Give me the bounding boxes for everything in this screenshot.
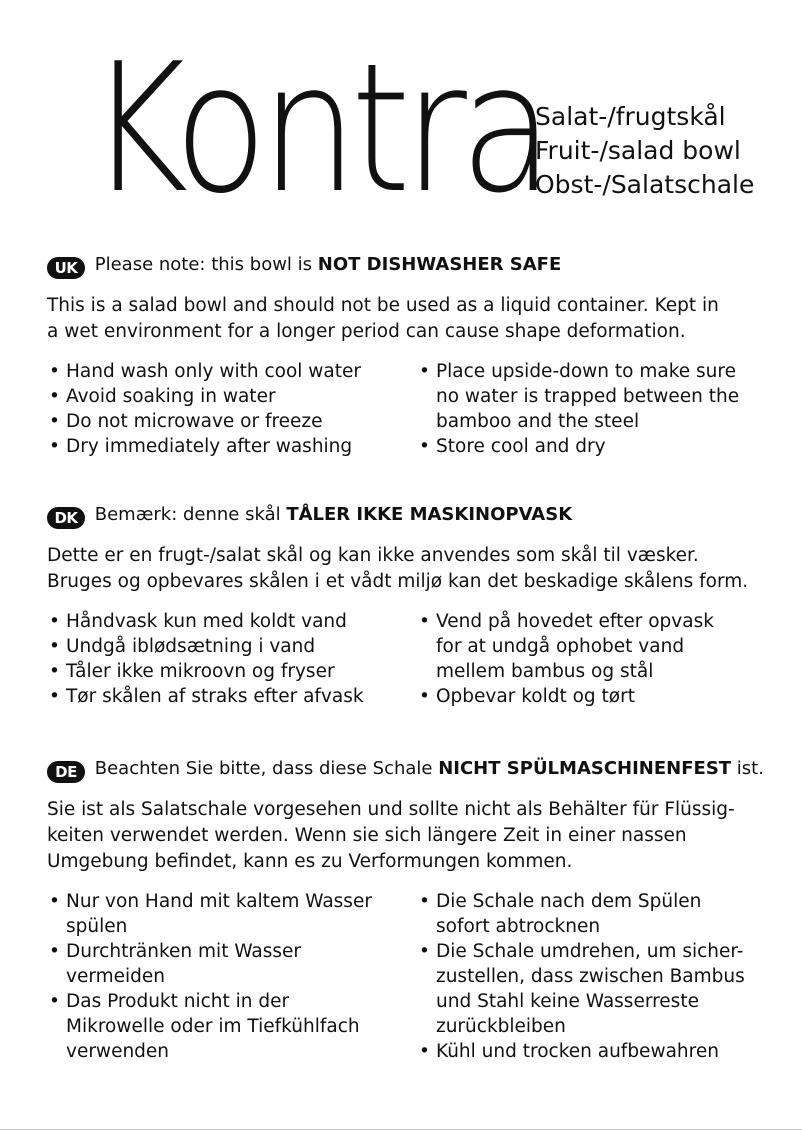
paragraph-line: Umgebung befindet, kann es zu Verformungen kommen. [47,851,573,872]
item-line: • Nur von Hand mit kaltem Wasser [66,891,372,912]
item-line: • Avoid soaking in water [66,386,276,407]
list-item [47,989,407,1064]
subtitle-dk: Salat-/frugtskål [535,102,726,131]
item-line: • Die Schale nach dem Spülen [436,891,702,912]
item-line: • Place upside-down to make sure [436,361,736,382]
item-line: • Undgå iblødsætning i vand [66,636,316,657]
instructions-right-column [417,889,767,1064]
paragraph-line: keiten verwendet werden. Wenn sie sich längere Zeit in einer nassen [47,825,687,846]
care-note [47,757,767,783]
instructions-left-column [47,609,407,709]
list-item [47,939,407,989]
paragraph-line: Sie ist als Salatschale vorgesehen und sollte nicht als Behälter für Flüssig- [47,799,735,820]
paragraph-line: This is a salad bowl and should not be used as a liquid container. Kept in [47,295,719,316]
note-suffix: ist. [731,758,764,779]
list-item [47,434,407,459]
list-item [47,409,407,434]
section-de [47,757,767,1062]
list-item [47,384,407,409]
item-line: • Tør skålen af straks efter afvask [66,686,364,707]
item-line: • Store cool and dry [436,436,606,457]
list-item [47,634,407,659]
subtitle-uk: Fruit-/salad bowl [535,136,741,165]
item-line: verwenden [66,1041,170,1062]
brand-logo: Kontra [88,25,547,232]
list-item [47,684,407,709]
item-line: Mikrowelle oder im Tiefkühlfach [66,1016,360,1037]
item-line: for at undgå ophobet vand [436,636,685,657]
note-warning: TÅLER IKKE MASKINOPVASK [286,504,573,525]
item-line: • Die Schale umdrehen, um sicher- [436,941,744,962]
item-line: • Das Produkt nicht in der [66,991,290,1012]
item-line: mellem bambus og stål [436,661,654,682]
item-line: • Do not microwave or freeze [66,411,323,432]
section-uk [47,253,767,457]
note-text: Please note: this bowl is [94,254,318,275]
language-badge-dk: DK [47,507,85,529]
section-dk [47,503,767,707]
language-badge-de: DE [47,761,85,783]
list-item [417,684,767,709]
paragraph-line: Dette er en frugt-/salat skål og kan ikke anvendes som skål til væsker. [47,545,699,566]
note-warning: NOT DISHWASHER SAFE [317,254,562,275]
item-line: • Vend på hovedet efter opvask [436,611,714,632]
description-paragraph [47,543,759,595]
paragraph-line: a wet environment for a longer period can cause shape deformation. [47,321,686,342]
list-item [47,359,407,384]
note-text: Bemærk: denne skål [94,504,287,525]
item-line: bamboo and the steel [436,411,640,432]
item-line: • Kühl und trocken aufbewahren [436,1041,719,1062]
item-line: spülen [66,916,128,937]
instructions-left-column [47,889,407,1064]
paragraph-line: Bruges og opbevares skålen i et vådt miljø kan det beskadige skålens form. [47,571,749,592]
language-badge-uk: UK [47,257,85,279]
list-item [47,609,407,634]
note-text: Beachten Sie bitte, dass diese Schale [94,758,439,779]
care-note [47,253,767,279]
description-paragraph [47,293,759,345]
list-item [47,889,407,939]
list-item [417,939,767,1039]
list-item [47,659,407,684]
note-warning: NICHT SPÜLMASCHINENFEST [438,758,732,779]
list-item [417,359,767,434]
item-line: vermeiden [66,966,166,987]
item-line: • Tåler ikke mikroovn og fryser [66,661,335,682]
instructions-left-column [47,359,407,459]
list-item [417,1039,767,1064]
item-line: • Durchtränken mit Wasser [66,941,302,962]
item-line: sofort abtrocknen [436,916,601,937]
instructions-right-column [417,609,767,709]
product-subtitles [535,100,754,202]
page-bottom-divider [0,1129,802,1130]
care-note [47,503,767,529]
item-line: • Hand wash only with cool water [66,361,361,382]
subtitle-de: Obst-/Salatschale [535,170,755,199]
item-line: • Dry immediately after washing [66,436,353,457]
item-line: zurückbleiben [436,1016,566,1037]
description-paragraph [47,797,759,875]
list-item [417,609,767,684]
list-item [417,889,767,939]
item-line: • Opbevar koldt og tørt [436,686,635,707]
item-line: • Håndvask kun med koldt vand [66,611,347,632]
item-line: und Stahl keine Wasserreste [436,991,699,1012]
instructions-right-column [417,359,767,459]
item-line: zustellen, dass zwischen Bambus [436,966,745,987]
item-line: no water is trapped between the [436,386,740,407]
list-item [417,434,767,459]
